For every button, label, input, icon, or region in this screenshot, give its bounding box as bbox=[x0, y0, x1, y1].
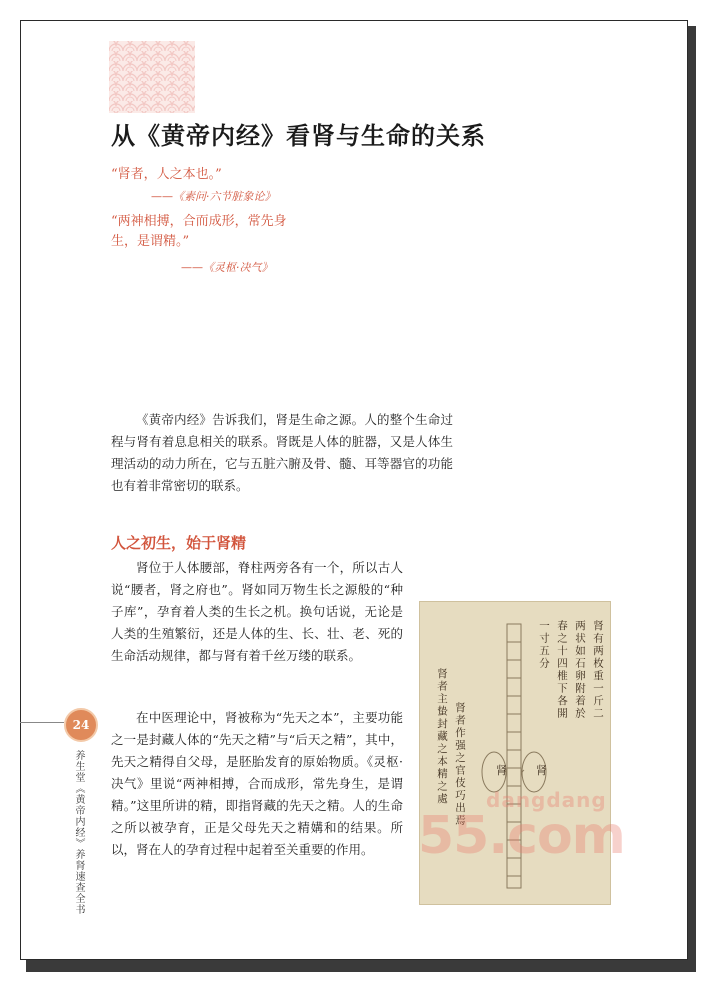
page-title: 从《黄帝内经》看肾与生命的关系 bbox=[111, 121, 486, 150]
figure-text-col-2: 两状如石卵附着於 bbox=[574, 620, 586, 720]
watermark-dangdang-text: dangdang bbox=[486, 788, 607, 812]
figure-text-col-3: 春之十四椎下各開 bbox=[556, 620, 568, 720]
figure-text-col-6: 肾者主蛰封藏之本精之處 bbox=[436, 668, 448, 806]
dangdang-watermark bbox=[418, 788, 625, 870]
quote-1-source: ——《素问·六节脏象论》 bbox=[151, 190, 276, 203]
page-number-badge: 24 bbox=[64, 708, 98, 742]
figure-text-col-4: 一寸五分 bbox=[538, 620, 550, 670]
figure-label-left: 肾 bbox=[496, 764, 507, 777]
intro-paragraph: 《黄帝内经》告诉我们，肾是生命之源。人的整个生命过程与肾有着息息相关的联系。肾既是人体的脏器，又是人体生理活动的动力所在，它与五脏六腑及骨、髓、耳等器官的功能也有着非常密切的联系。 bbox=[111, 412, 453, 493]
figure-text-col-1: 肾有两枚重一斤二 bbox=[592, 620, 604, 720]
figure-text-col-5: 肾者作强之官伎巧出焉 bbox=[454, 702, 466, 827]
section-heading: 人之初生，始于肾精 bbox=[111, 534, 247, 552]
figure-label-right: 肾 bbox=[536, 764, 547, 777]
quote-1: “肾者，人之本也。” bbox=[111, 167, 222, 182]
quote-2: “两神相搏，合而成形，常先身生，是谓精。” bbox=[111, 214, 287, 249]
page-number-rule bbox=[20, 722, 64, 723]
quote-2-source: ——《灵枢·决气》 bbox=[181, 261, 273, 274]
watermark-logo-text: 55.com bbox=[418, 806, 625, 866]
book-title-vertical: 养生堂《黄帝内经》养肾速查全书 bbox=[73, 750, 84, 915]
body-paragraph-3: 在中医理论中，肾被称为“先天之本”，主要功能之一是封藏人体的“先天之精”与“后天之精”，其中，先天之精得自父母，是胚胎发育的原始物质。《灵枢·决气》里说“两神相搏，合而成形，常先身生，是谓精。”这里所讲的精，即指肾藏的先天之精。人的生命之所以被孕育，正是父母先天之精媾和的结果。所以，肾在人的孕育过程中起着至关重要的作用。 bbox=[111, 710, 403, 857]
body-paragraph-2: 肾位于人体腰部，脊柱两旁各有一个，所以古人说“腰者，肾之府也”。肾如同万物生长之源般的“种子库”，孕育着人类的生长之机。换句话说，无论是人类的生殖繁衍，还是人体的生、长、壮、老、死的生命活动规律，都与肾有着千丝万缕的联系。 bbox=[111, 560, 403, 663]
wave-pattern-decoration bbox=[109, 41, 195, 113]
